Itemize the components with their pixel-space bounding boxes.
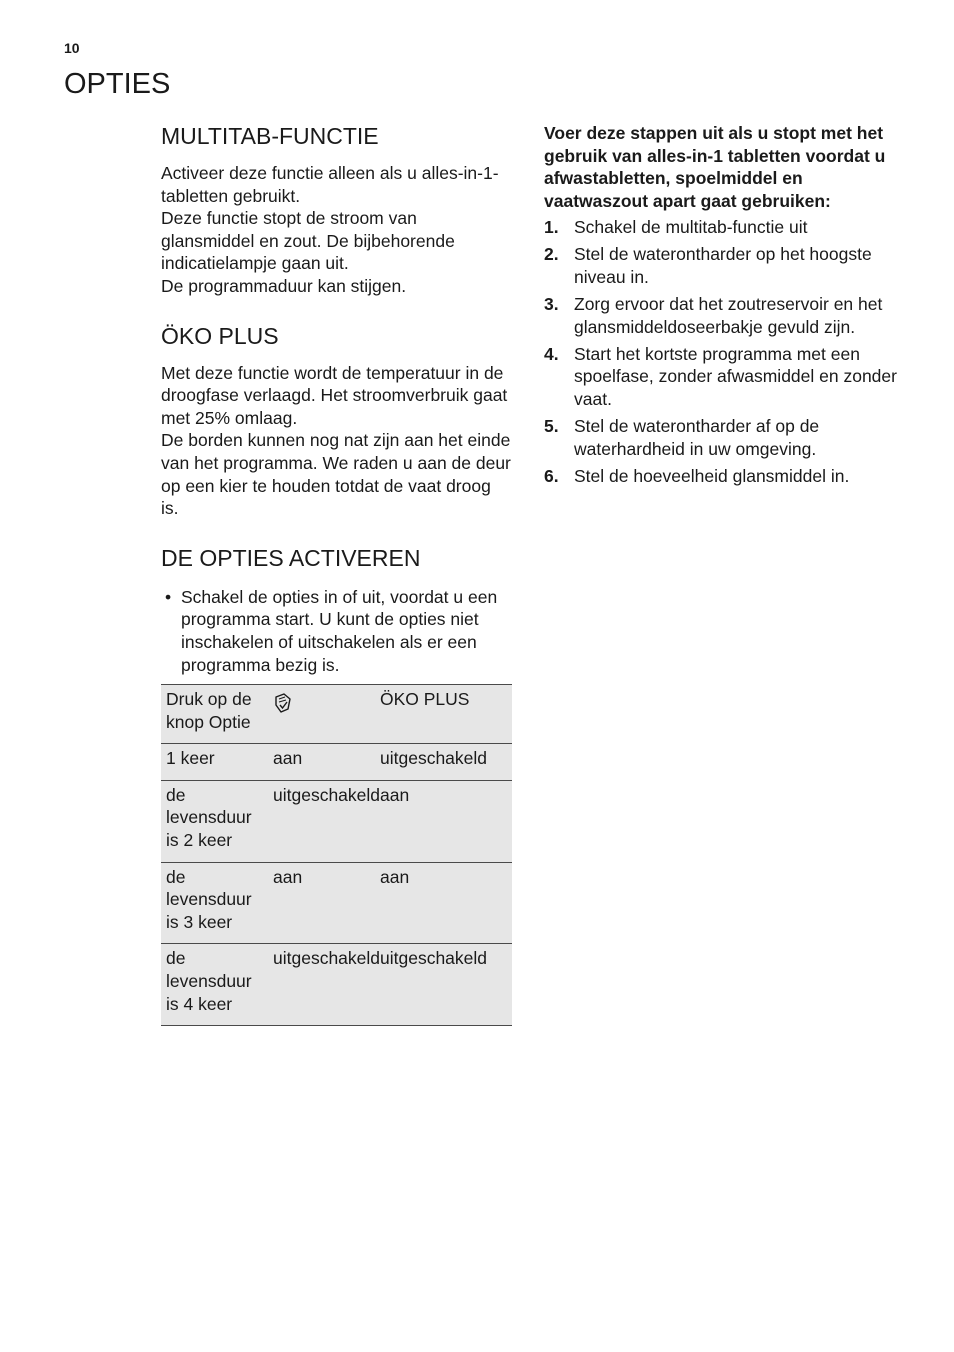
list-item: [544, 216, 900, 239]
oko-plus-heading: ÖKO PLUS: [161, 322, 279, 349]
table-cell: 1 keer: [161, 744, 268, 781]
list-item: [544, 293, 900, 338]
multitab-section: [161, 120, 513, 298]
multitab-paragraph: De programmaduur kan stijgen.: [161, 275, 407, 296]
oko-plus-section: [161, 320, 513, 520]
table-header-cell: Druk op de knop Optie: [161, 685, 268, 744]
table-cell: aan: [268, 744, 375, 781]
step-number: 2.: [544, 244, 559, 265]
oko-plus-paragraph: Met deze functie wordt de temperatuur in de droogfase verlaagd. Het stroomverbruik gaat met 25% omlaag.: [161, 362, 508, 428]
step-text: Stel de hoeveelheid glansmiddel in.: [574, 465, 850, 486]
multitab-heading: MULTITAB-FUNCTIE: [161, 123, 379, 149]
table-row: [161, 780, 512, 862]
step-text: Stel de waterontharder af op de waterhardheid in uw omgeving.: [574, 416, 820, 459]
table-header-cell: ÖKO PLUS: [375, 685, 512, 744]
list-item: [544, 343, 900, 411]
table-cell: aan: [375, 780, 512, 862]
bullet-text: Schakel de opties in of uit, voordat u een programma start. U kunt de opties niet inschakelen of uitschakelen als er een programma bezig is.: [181, 586, 498, 675]
page-number: 10: [64, 40, 80, 56]
table-cell: uitgeschakeld: [375, 944, 512, 1026]
table-cell: uitgeschakeld: [268, 780, 375, 862]
table-cell: de levensduur is 3 keer: [161, 862, 268, 944]
step-text: Zorg ervoor dat het zoutreservoir en het glansmiddeldoseerbakje gevuld zijn.: [574, 294, 883, 337]
table-cell: de levensduur is 2 keer: [161, 780, 268, 862]
right-column: [544, 122, 900, 492]
bullet-list: [161, 586, 513, 676]
table-header-row: [161, 685, 512, 744]
chapter-title: OPTIES: [64, 68, 171, 100]
step-text: Stel de waterontharder op het hoogste niveau in.: [574, 244, 872, 288]
step-number: 5.: [544, 416, 559, 437]
table-cell: uitgeschakeld: [375, 744, 512, 781]
list-item: [544, 415, 900, 460]
activate-options-section: [161, 542, 513, 1027]
table-row: [161, 862, 512, 944]
table-row: [161, 944, 512, 1026]
step-number: 3.: [544, 294, 559, 315]
table-cell: aan: [268, 862, 375, 944]
table-cell: de levensduur is 4 keer: [161, 944, 268, 1026]
left-column: [161, 120, 513, 1026]
step-number: 1.: [544, 217, 559, 238]
steps-intro: Voer deze stappen uit als u stopt met het gebruik van alles-in-1 tabletten voordat u afwastabletten, spoelmiddel en vaatwaszout apart gaat gebruiken:: [544, 123, 886, 211]
step-number: 4.: [544, 343, 559, 364]
multitab-icon: [273, 692, 371, 714]
options-table: [161, 684, 512, 1026]
multitab-paragraph: Activeer deze functie alleen als u alles-in-1-tabletten gebruikt.: [161, 163, 499, 206]
list-item: [161, 586, 513, 676]
activate-options-heading: DE OPTIES ACTIVEREN: [161, 544, 421, 571]
step-number: 6.: [544, 465, 559, 486]
step-text: Schakel de multitab-functie uit: [574, 217, 808, 238]
table-row: [161, 744, 512, 781]
oko-plus-paragraph: De borden kunnen nog nat zijn aan het einde van het programma. We raden u aan de deur op een kier te houden totdat de vaat droog is.: [161, 430, 511, 519]
list-item: [544, 465, 900, 488]
table-cell: aan: [375, 862, 512, 944]
bullet-icon: •: [165, 586, 172, 607]
step-text: Start het kortste programma met een spoelfase, zonder afwasmiddel en zonder vaat.: [574, 343, 897, 410]
list-item: [544, 243, 900, 288]
table-cell: uitgeschakeld: [268, 944, 375, 1026]
steps-list: [544, 216, 900, 487]
multitab-paragraph: Deze functie stopt de stroom van glansmiddel en zout. De bijbehorende indicatielampje gaan uit.: [161, 208, 455, 274]
table-header-cell: [268, 685, 375, 744]
